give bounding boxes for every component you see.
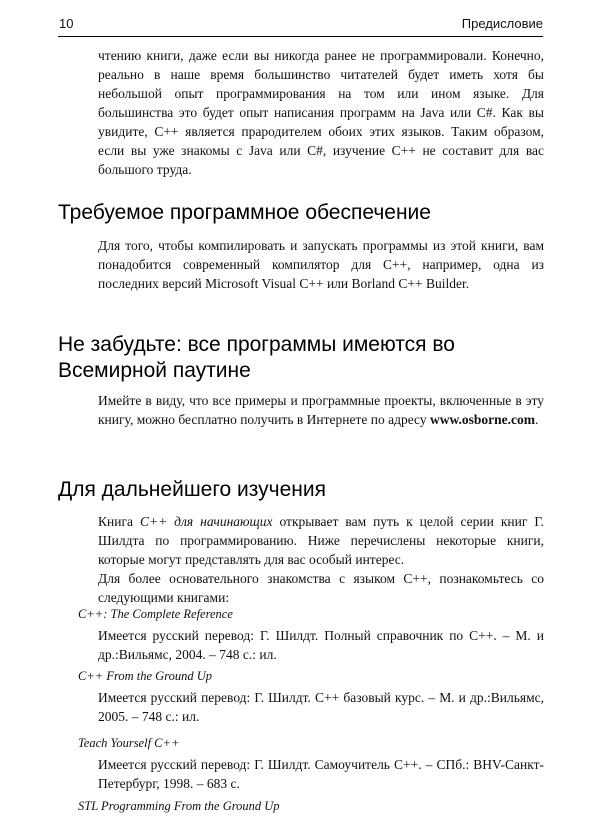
section-heading-online-line2: Всемирной паутине — [58, 359, 251, 382]
reference-title: Teach Yourself C++ — [78, 736, 180, 750]
section-heading-online-line1: Не забудьте: все программы имеются во — [58, 333, 455, 356]
software-paragraph — [98, 236, 544, 293]
running-head: Предисловие — [461, 16, 543, 31]
reference-description: Имеется русский перевод: Г. Шилдт. Полный справочник по C++. – М. и др.:Вильямс, 2004. – 748 с.: ил. — [98, 628, 544, 662]
further-text-1 — [98, 512, 544, 569]
reference-description: Имеется русский перевод: Г. Шилдт. Самоучитель C++. – СПб.: BHV-Санкт-Петербург, 1998. – 683 с. — [98, 757, 544, 791]
page-number: 10 — [59, 16, 74, 31]
further-paragraph-2 — [98, 569, 544, 607]
intro-paragraph — [98, 46, 544, 179]
reference-description: Имеется русский перевод: Г. Шилдт. C++ базовый курс. – М. и др.:Вильямс, 2005. – 748 с.: ил. — [98, 690, 544, 724]
further-text-2: Для более основательного знакомства с языком C++, познакомьтесь со следующими книгами: — [98, 571, 544, 605]
section-heading-further: Для дальнейшего изучения — [58, 478, 326, 501]
section-heading-online — [58, 332, 455, 384]
header-rule — [58, 36, 543, 37]
reference-title: C++ From the Ground Up — [78, 669, 212, 683]
online-text — [98, 391, 544, 429]
further-text-1b: открывает вам путь к целой серии книг Г. Шилдта по программированию. Ниже перечислены некоторые книги, которые могут представлять для вас особый интерес. — [98, 514, 545, 567]
further-paragraph-1 — [98, 512, 544, 569]
intro-text: чтению книги, даже если вы никогда ранее не программировали. Конечно, реально в наше время большинство читателей будет иметь хотя бы небольшой опыт программирования на том или ином языке. Для большинства это будет опыт написания программ на Java или C#. Как вы увидите, C++ является прародителем обоих этих языков. Таким образом, если вы уже знакомы с Java или C#, изучение C++ не составит для вас большого труда. — [98, 48, 544, 177]
software-text: Для того, чтобы компилировать и запускать программы из этой книги, вам понадобится современный компилятор для C++, например, одна из последних версий Microsoft Visual C++ или Borland C++ Builder. — [98, 238, 544, 291]
further-text-1a: Книга — [98, 514, 140, 529]
online-paragraph — [98, 391, 544, 429]
online-text-end: . — [535, 412, 539, 427]
page-header — [59, 16, 543, 34]
reference-title: STL Programming From the Ground Up — [78, 799, 280, 813]
online-text-intro: Имейте в виду, что все примеры и программные проекты, включенные в эту книгу, можно бесплатно получить в Интернете по адресу — [98, 393, 544, 427]
section-heading-software: Требуемое программное обеспечение — [58, 201, 431, 224]
book-title-inline: C++ для начинающих — [139, 514, 273, 529]
reference-title: C++: The Complete Reference — [78, 607, 233, 621]
osborne-link[interactable]: www.osborne.com — [430, 412, 535, 427]
